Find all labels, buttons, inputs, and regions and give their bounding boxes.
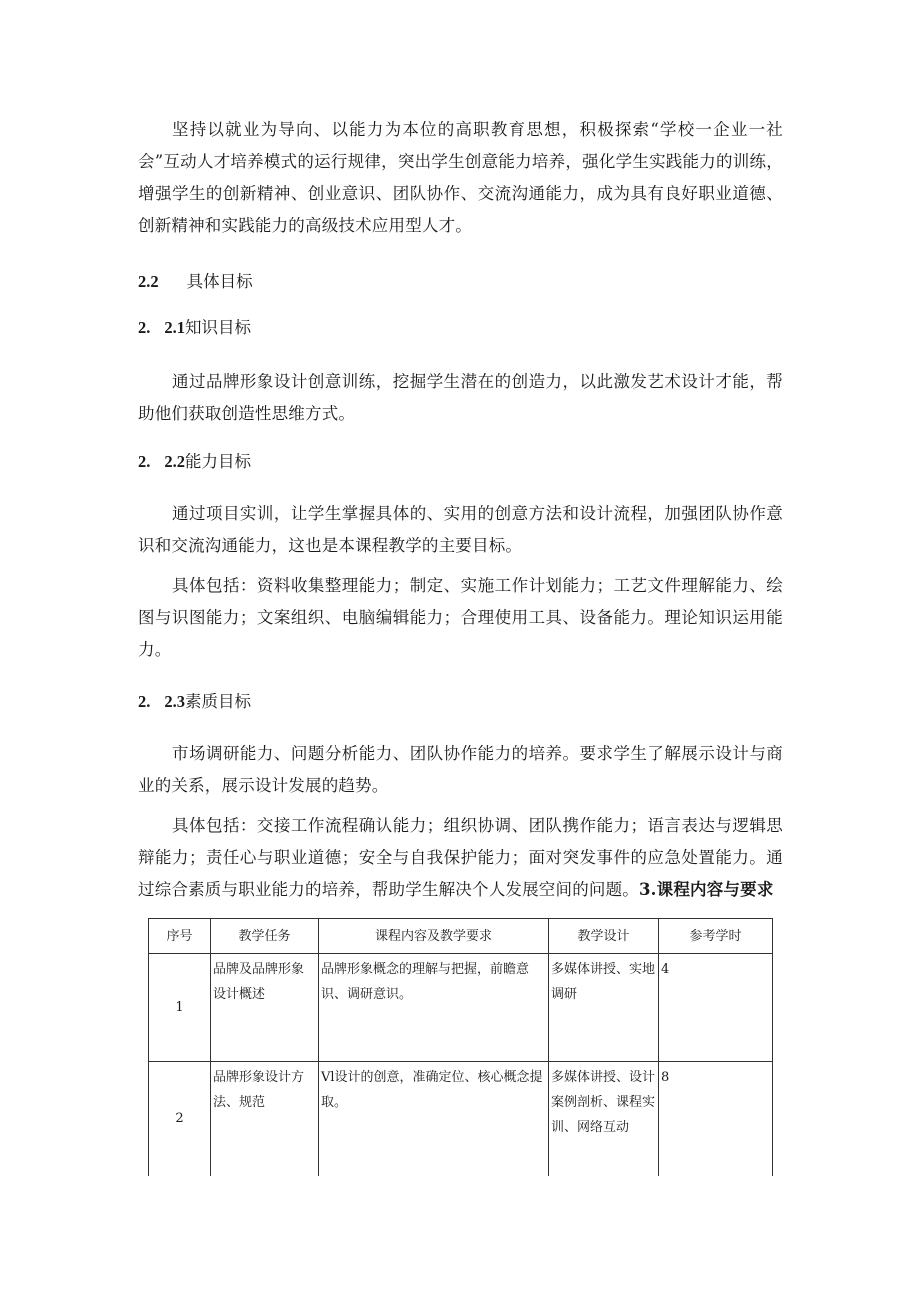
heading-2-2-text: 具体目标 [186,272,253,291]
quality-paragraph-1 [138,738,783,802]
header-task: 教学任务 [211,919,319,954]
quality-paragraph-2 [138,810,783,906]
heading-2-2-2-number-a: 2. [138,452,151,471]
cell-seq: 2 [149,1062,211,1176]
heading-2-2-3-number-b: 2.3 [164,692,185,711]
table-row [149,1062,773,1176]
heading-2-2-3 [138,690,251,714]
cell-content: Vl设计的创意，准确定位、核心概念提取。 [319,1062,549,1176]
cell-hours: 8 [659,1062,773,1176]
heading-2-2-1-number-a: 2. [138,318,151,337]
course-content-table [148,918,773,1176]
heading-2-2-number: 2.2 [138,272,159,291]
quality-text-1: 市场调研能力、问题分析能力、团队协作能力的培养。要求学生了解展示设计与商业的关系，展示设计发展的趋势。 [138,744,783,795]
heading-2-2-2-text: 能力目标 [185,452,251,471]
section-3-title: 3.课程内容与要求 [639,880,774,899]
heading-2-2-2-number-b: 2.2 [164,452,185,471]
cell-seq: 1 [149,954,211,1062]
heading-2-2-3-number-a: 2. [138,692,151,711]
heading-2-2 [138,270,253,294]
knowledge-text: 通过品牌形象设计创意训练，挖掘学生潜在的创造力，以此激发艺术设计才能，帮助他们获取创造性思维方式。 [138,372,783,423]
cell-task: 品牌及品牌形象设计概述 [211,954,319,1062]
cell-task: 品牌形象设计方法、规范 [211,1062,319,1176]
cell-design: 多媒体讲授、设计案例剖析、课程实训、网络互动 [549,1062,659,1176]
ability-text-2: 具体包括：资料收集整理能力；制定、实施工作计划能力；工艺文件理解能力、绘图与识图能力；文案组织、电脑编辑能力；合理使用工具、设备能力。理论知识运用能力。 [138,576,783,659]
intro-paragraph [138,114,783,242]
table-header-row [149,919,773,954]
ability-paragraph-2 [138,570,783,666]
ability-text-1: 通过项目实训，让学生掌握具体的、实用的创意方法和设计流程，加强团队协作意识和交流沟通能力，这也是本课程教学的主要目标。 [138,504,783,555]
cell-content: 品牌形象概念的理解与把握，前瞻意识、调研意识。 [319,954,549,1062]
header-design: 教学设计 [549,919,659,954]
cell-hours: 4 [659,954,773,1062]
heading-2-2-1-number-b: 2.1 [164,318,185,337]
ability-paragraph-1 [138,498,783,562]
heading-2-2-1-text: 知识目标 [185,318,251,337]
header-content: 课程内容及教学要求 [319,919,549,954]
header-seq: 序号 [149,919,211,954]
heading-2-2-1 [138,316,251,340]
heading-2-2-3-text: 素质目标 [185,692,251,711]
header-hours: 参考学时 [659,919,773,954]
intro-text: 坚持以就业为导向、以能力为本位的高职教育思想，积极探索“学校一企业一社会”互动人才培养模式的运行规律，突出学生创意能力培养，强化学生实践能力的训练，增强学生的创新精神、创业意识、团队协作、交流沟通能力，成为具有良好职业道德、创新精神和实践能力的高级技术应用型人才。 [138,120,783,235]
cell-design: 多媒体讲授、实地调研 [549,954,659,1062]
table-row [149,954,773,1062]
heading-2-2-2 [138,450,251,474]
knowledge-paragraph [138,366,783,430]
quality-text-2: 具体包括：交接工作流程确认能力；组织协调、团队携作能力；语言表达与逻辑思辩能力；责任心与职业道德；安全与自我保护能力；面对突发事件的应急处置能力。通过综合素质与职业能力的培养，帮助学生解决个人发展空间的问题。 [138,816,783,899]
